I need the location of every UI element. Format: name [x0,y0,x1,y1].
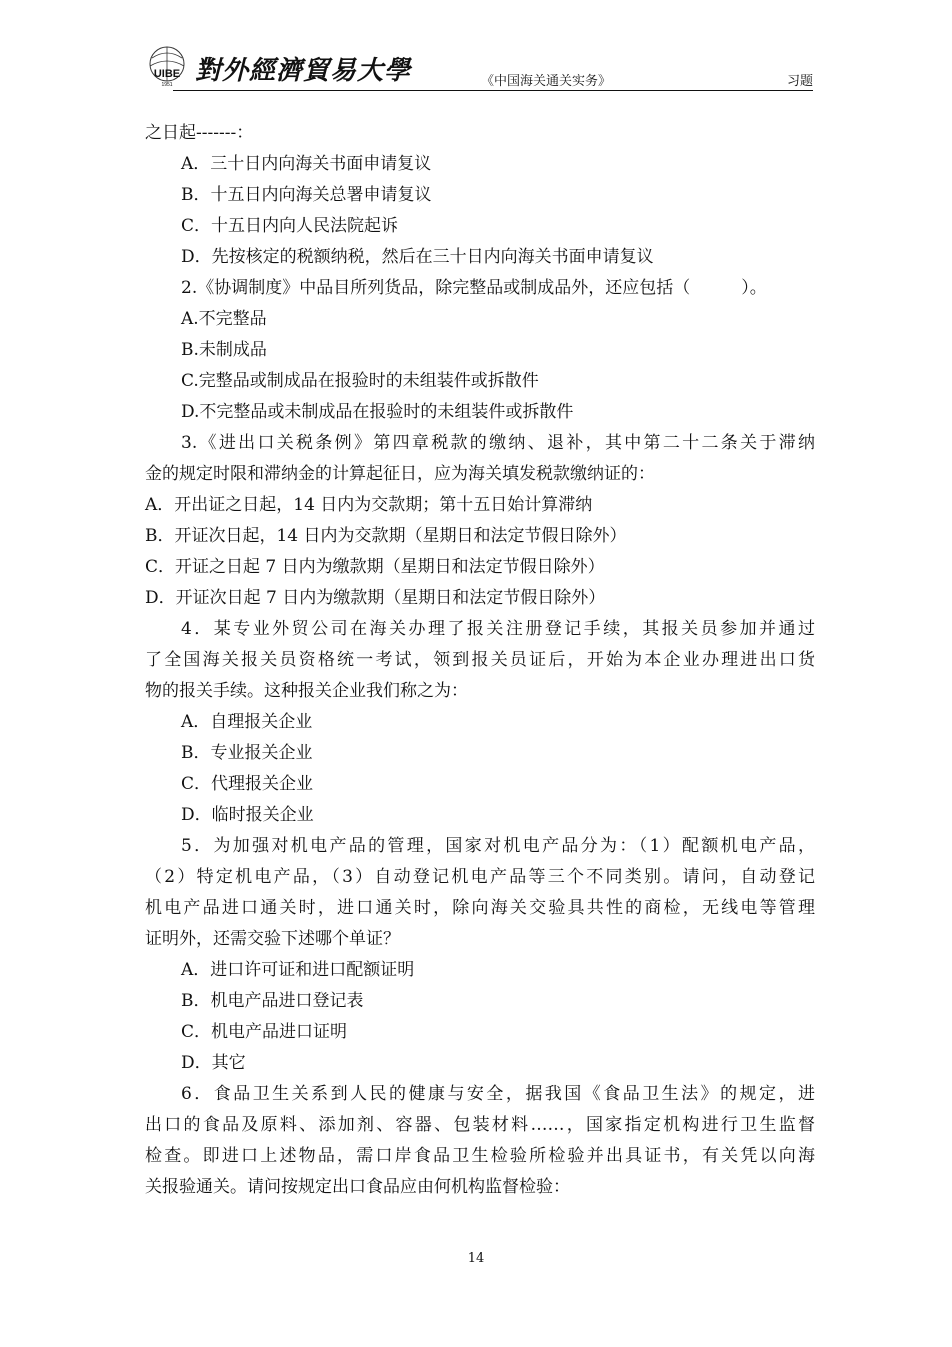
text-line: 检查。即进口上述物品，需口岸食品卫生检验所检验并出具证书，有关凭以向海 [145,1146,815,1166]
text-line: C．机电产品进口证明 [181,1022,348,1042]
text-line: C．十五日内向人民法院起诉 [181,216,399,236]
text-line: C．开证之日起 7 日内为缴款期（星期日和法定节假日除外） [145,557,605,577]
logo-text: UIBE [153,68,181,80]
text-line: 3.《进出口关税条例》第四章税款的缴纳、退补，其中第二十二条关于滞纳 [181,433,815,453]
text-line: 5．为加强对机电产品的管理，国家对机电产品分为：（1）配额机电产品， [181,836,815,856]
text-line: 4．某专业外贸公司在海关办理了报关注册登记手续，其报关员参加并通过 [181,619,815,639]
logo-year: 1951 [161,82,173,88]
text-line: 证明外，还需交验下述哪个单证？ [145,929,400,949]
header-rule [173,90,813,91]
text-line: 物的报关手续。这种报关企业我们称之为： [145,681,468,701]
text-line: D．临时报关企业 [181,805,314,825]
text-line: 出口的食品及原料、添加剂、容器、包装材料……，国家指定机构进行卫生监督 [145,1115,815,1135]
text-line: A．自理报关企业 [181,712,313,732]
university-name: 對外經濟貿易大學 [195,56,412,86]
text-line: 6．食品卫生关系到人民的健康与安全，据我国《食品卫生法》的规定，进 [181,1084,815,1104]
text-line: 2.《协调制度》中品目所列货品，除完整品或制成品外，还应包括（ ）。 [181,278,767,298]
text-line: （2）特定机电产品，（3）自动登记机电产品等三个不同类别。请问，自动登记 [145,867,815,887]
book-title: 《中国海关通关实务》 [481,74,612,89]
text-line: B．开证次日起，14 日内为交款期（星期日和法定节假日除外） [145,526,627,546]
text-line: C．代理报关企业 [181,774,314,794]
text-line: 了全国海关报关员资格统一考试，领到报关员证后，开始为本企业办理进出口货 [145,650,815,670]
text-line: A.不完整品 [181,309,267,329]
page-number: 14 [467,1251,485,1266]
text-line: 金的规定时限和滞纳金的计算起征日，应为海关填发税款缴纳证的： [145,464,655,484]
text-line: C.完整品或制成品在报验时的未组装件或拆散件 [181,371,539,391]
page-body [145,118,815,1203]
text-line: 之日起-------： [145,123,254,143]
university-logo [143,44,191,88]
text-line: B．机电产品进口登记表 [181,991,364,1011]
text-line: A．三十日内向海关书面申请复议 [181,154,432,174]
text-line: B．十五日内向海关总署申请复议 [181,185,432,205]
text-line: B.未制成品 [181,340,267,360]
text-line: D.不完整品或未制成品在报验时的未组装件或拆散件 [181,402,574,422]
page-header [143,40,813,92]
text-line: B．专业报关企业 [181,743,313,763]
text-line: A．进口许可证和进口配额证明 [181,960,415,980]
text-line: D．其它 [181,1053,246,1073]
text-line: 机电产品进口通关时，进口通关时，除向海关交验具共性的商检，无线电等管理 [145,898,815,918]
text-line: 关报验通关。请问按规定出口食品应由何机构监督检验： [145,1177,570,1197]
text-line: D．开证次日起 7 日内为缴款期（星期日和法定节假日除外） [145,588,606,608]
text-line: D．先按核定的税额纳税，然后在三十日内向海关书面申请复议 [181,247,654,267]
section-label: 习题 [786,74,813,89]
text-line: A．开出证之日起，14 日内为交款期；第十五日始计算滞纳 [145,495,593,515]
